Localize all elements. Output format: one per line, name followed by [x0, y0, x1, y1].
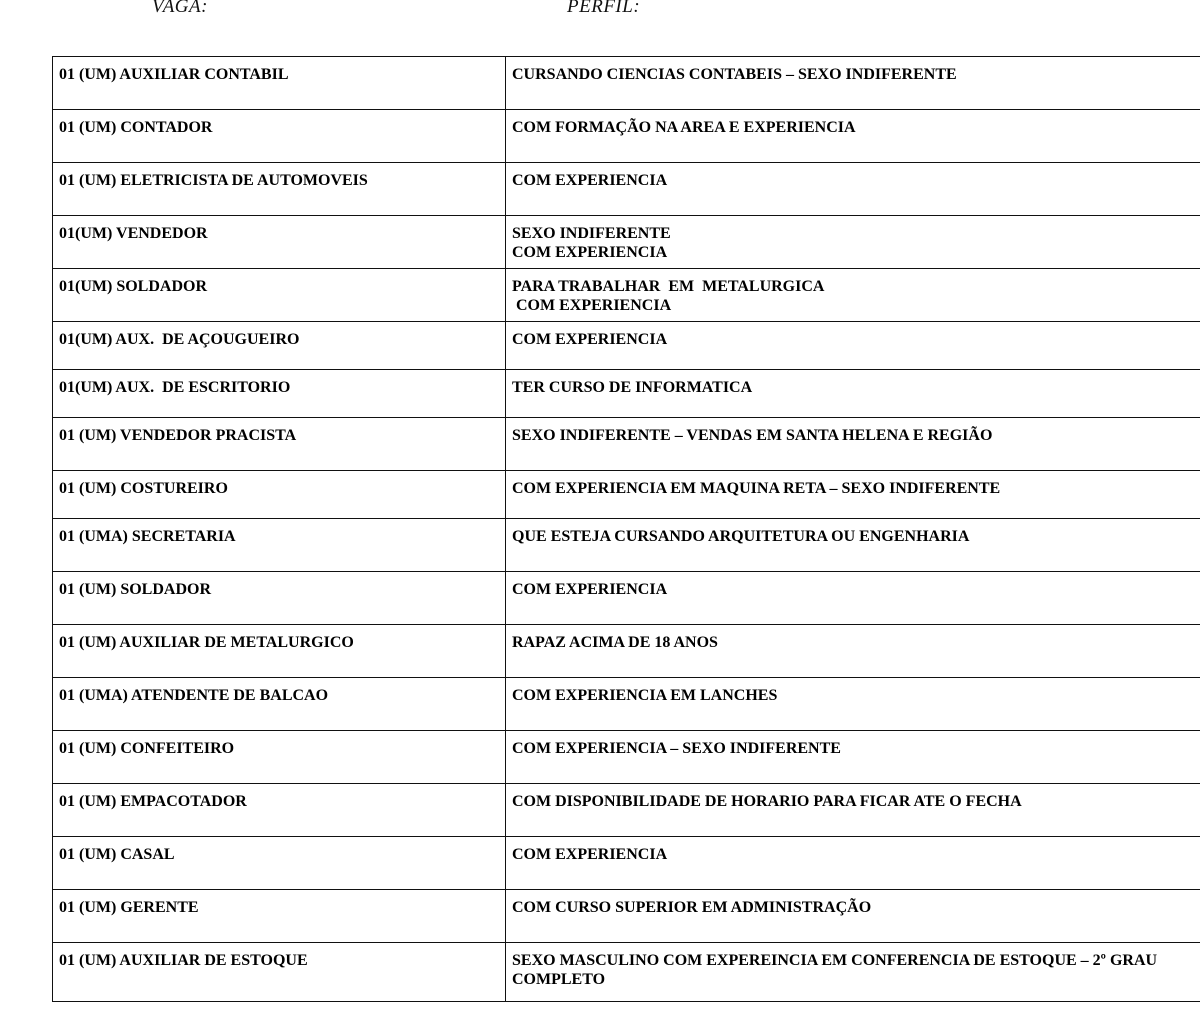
perfil-cell	[506, 163, 1200, 216]
table-row	[53, 572, 1200, 625]
vaga-cell	[53, 471, 506, 519]
vaga-text: 01 (UM) AUXILIAR DE METALURGICO	[59, 634, 354, 651]
vaga-text: 01(UM) AUX. DE ESCRITORIO	[59, 379, 291, 396]
table-row	[53, 625, 1200, 678]
vaga-text: 01 (UM) GERENTE	[59, 899, 199, 916]
vaga-text: 01 (UM) CASAL	[59, 846, 175, 863]
table-row	[53, 57, 1200, 110]
vaga-text: 01 (UMA) SECRETARIA	[59, 528, 236, 545]
perfil-column-heading: PERFIL:	[567, 0, 641, 17]
perfil-text: COM CURSO SUPERIOR EM ADMINISTRAÇÃO	[512, 899, 872, 916]
table-row	[53, 471, 1200, 519]
vaga-cell	[53, 269, 506, 322]
vaga-cell	[53, 837, 506, 890]
perfil-cell	[506, 471, 1200, 519]
perfil-cell	[506, 784, 1200, 837]
table-row	[53, 163, 1200, 216]
job-openings-body	[53, 57, 1200, 1002]
perfil-cell	[506, 322, 1200, 370]
vaga-cell	[53, 519, 506, 572]
vaga-text: 01 (UM) AUXILIAR DE ESTOQUE	[59, 952, 308, 969]
vaga-cell	[53, 625, 506, 678]
table-row	[53, 216, 1200, 269]
vaga-text: 01(UM) AUX. DE AÇOUGUEIRO	[59, 331, 300, 348]
perfil-cell	[506, 418, 1200, 471]
vaga-text: 01 (UM) COSTUREIRO	[59, 480, 228, 497]
vaga-text: 01 (UM) VENDEDOR PRACISTA	[59, 427, 297, 444]
perfil-text: COM EXPERIENCIA EM MAQUINA RETA – SEXO INDIFERENTE	[512, 480, 1001, 497]
table-row	[53, 322, 1200, 370]
perfil-cell	[506, 837, 1200, 890]
table-row	[53, 943, 1200, 1002]
vaga-text: 01 (UMA) ATENDENTE DE BALCAO	[59, 687, 329, 704]
perfil-text: COM EXPERIENCIA – SEXO INDIFERENTE	[512, 740, 841, 757]
table-row	[53, 678, 1200, 731]
perfil-cell	[506, 269, 1200, 322]
perfil-cell	[506, 731, 1200, 784]
perfil-cell	[506, 890, 1200, 943]
vaga-cell	[53, 890, 506, 943]
table-row	[53, 418, 1200, 471]
perfil-text: COM EXPERIENCIA	[512, 846, 668, 863]
vaga-cell	[53, 418, 506, 471]
perfil-cell	[506, 216, 1200, 269]
perfil-cell	[506, 572, 1200, 625]
perfil-text: COM EXPERIENCIA	[512, 331, 668, 348]
table-row	[53, 519, 1200, 572]
vaga-text: 01 (UM) SOLDADOR	[59, 581, 211, 598]
perfil-text: SEXO INDIFERENTE COM EXPERIENCIA	[512, 225, 671, 261]
perfil-text: RAPAZ ACIMA DE 18 ANOS	[512, 634, 718, 651]
perfil-text: CURSANDO CIENCIAS CONTABEIS – SEXO INDIFERENTE	[512, 66, 957, 83]
perfil-cell	[506, 57, 1200, 110]
vaga-cell	[53, 572, 506, 625]
table-row	[53, 370, 1200, 418]
perfil-text: QUE ESTEJA CURSANDO ARQUITETURA OU ENGENHARIA	[512, 528, 970, 545]
vaga-text: 01 (UM) AUXILIAR CONTABIL	[59, 66, 289, 83]
table-row	[53, 269, 1200, 322]
vaga-cell	[53, 370, 506, 418]
perfil-text: COM EXPERIENCIA EM LANCHES	[512, 687, 778, 704]
vaga-column-heading: VAGA:	[152, 0, 208, 17]
vaga-text: 01(UM) VENDEDOR	[59, 225, 208, 242]
perfil-cell	[506, 110, 1200, 163]
vaga-cell	[53, 678, 506, 731]
vaga-text: 01 (UM) EMPACOTADOR	[59, 793, 247, 810]
perfil-text: COM DISPONIBILIDADE DE HORARIO PARA FICAR ATE O FECHA	[512, 793, 1022, 810]
perfil-cell	[506, 370, 1200, 418]
vaga-cell	[53, 110, 506, 163]
job-openings-table	[52, 56, 1200, 1002]
perfil-text: SEXO INDIFERENTE – VENDAS EM SANTA HELENA E REGIÃO	[512, 427, 993, 444]
vaga-text: 01 (UM) CONTADOR	[59, 119, 213, 136]
vaga-cell	[53, 57, 506, 110]
perfil-cell	[506, 943, 1200, 1002]
vaga-cell	[53, 731, 506, 784]
vaga-cell	[53, 943, 506, 1002]
perfil-cell	[506, 678, 1200, 731]
vaga-text: 01 (UM) ELETRICISTA DE AUTOMOVEIS	[59, 172, 368, 189]
vaga-text: 01(UM) SOLDADOR	[59, 278, 207, 295]
table-row	[53, 890, 1200, 943]
perfil-text: TER CURSO DE INFORMATICA	[512, 379, 753, 396]
table-row	[53, 731, 1200, 784]
vaga-cell	[53, 216, 506, 269]
vaga-cell	[53, 322, 506, 370]
perfil-text: COM FORMAÇÃO NA AREA E EXPERIENCIA	[512, 119, 856, 136]
table-row	[53, 110, 1200, 163]
vaga-text: 01 (UM) CONFEITEIRO	[59, 740, 235, 757]
perfil-text: COM EXPERIENCIA	[512, 172, 668, 189]
perfil-cell	[506, 625, 1200, 678]
vaga-cell	[53, 163, 506, 216]
table-row	[53, 837, 1200, 890]
perfil-text: COM EXPERIENCIA	[512, 581, 668, 598]
perfil-cell	[506, 519, 1200, 572]
perfil-text: SEXO MASCULINO COM EXPEREINCIA EM CONFERENCIA DE ESTOQUE – 2º GRAU COMPLETO	[512, 952, 1162, 988]
vaga-cell	[53, 784, 506, 837]
table-row	[53, 784, 1200, 837]
perfil-text: PARA TRABALHAR EM METALURGICA COM EXPERIENCIA	[512, 278, 825, 314]
